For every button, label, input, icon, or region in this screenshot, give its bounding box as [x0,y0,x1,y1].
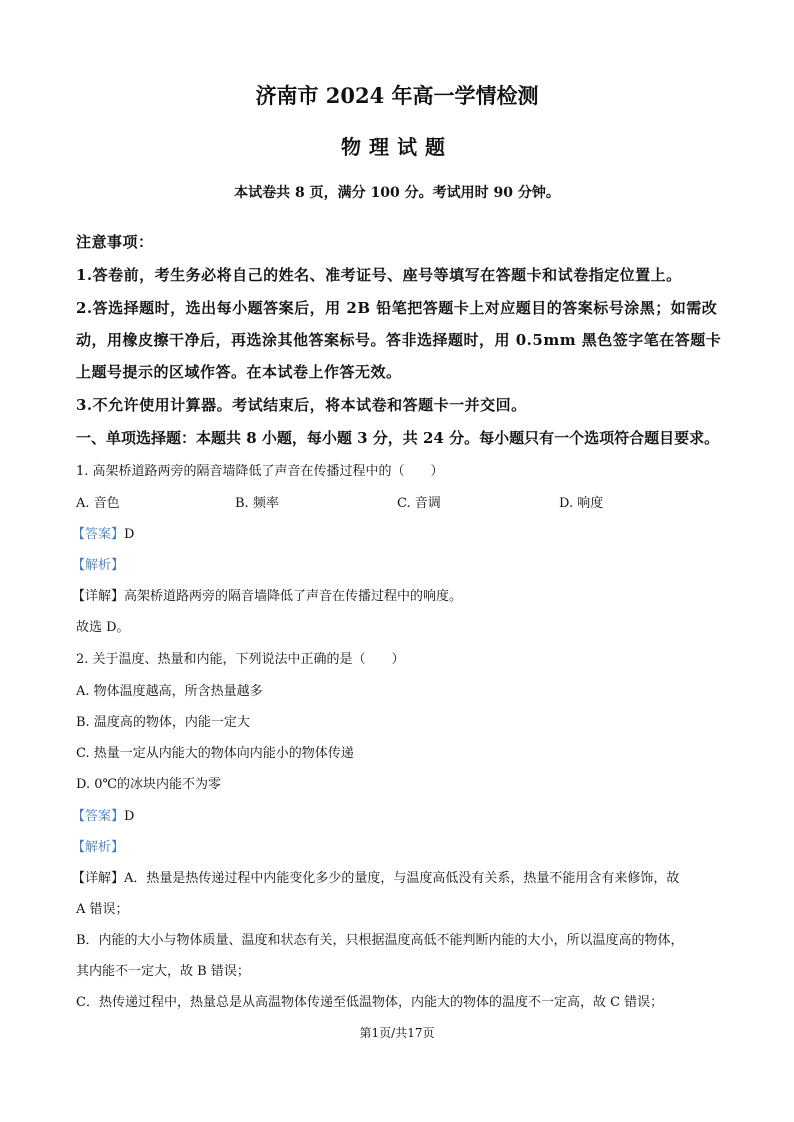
question-2-stem: 2. 关于温度、热量和内能，下列说法中正确的是（ ） [76,652,405,667]
question-2-option-c: C. 热量一定从内能大的物体向内能小的物体传递 [76,746,354,761]
question-2-option-a: A. 物体温度越高，所含热量越多 [76,684,263,699]
question-1-options [0,492,794,510]
section-heading: 一、单项选择题：本题共 8 小题，每小题 3 分，共 24 分。每小题只有一个选项符合题目要求。 [76,429,720,447]
question-2-detail-a-line-2: A 错误； [76,902,129,917]
notes-item-2-line-1: 2.答选择题时，选出每小题答案后，用 2B 铅笔把答题卡上对应题目的答案标号涂黑；如需改 [76,299,718,317]
detail-text: 高架桥道路两旁的隔音墙降低了声音在传播过程中的响度。 [124,589,463,604]
detail-text: A．热量是热传递过程中内能变化多少的量度，与温度高低没有关系，热量不能用含有来修饰，故 [124,871,680,886]
question-1-option-b: B. 频率 [235,496,279,511]
question-1-answer [72,523,134,542]
notes-item-3: 3.不允许使用计算器。考试结束后，将本试卷和答题卡一并交回。 [76,396,527,414]
answer-tag: 【答案】 [72,527,125,542]
question-1-detail [72,585,462,604]
answer-value: D [124,527,135,542]
question-2-option-d: D. 0℃的冰块内能不为零 [76,777,222,792]
question-2-answer [72,805,134,824]
answer-value: D [124,809,135,824]
notes-heading: 注意事项： [76,233,154,251]
question-1-analysis-tag: 【解析】 [72,558,125,573]
detail-tag: 【详解】 [72,871,125,886]
answer-tag: 【答案】 [72,809,125,824]
question-2-detail-a-line-1 [72,867,679,886]
question-1-option-a: A. 音色 [76,496,120,511]
notes-item-2-line-3: 上题号提示的区域作答。在本试卷上作答无效。 [76,363,402,381]
question-1-stem: 1. 高架桥道路两旁的隔音墙降低了声音在传播过程中的（ ） [76,464,444,479]
detail-tag: 【详解】 [72,589,125,604]
question-2-detail-b-line-2: 其内能不一定大，故 B 错误； [76,964,250,979]
question-2-analysis-tag: 【解析】 [72,840,125,855]
notes-item-2-line-2: 动，用橡皮擦干净后，再选涂其他答案标号。答非选择题时，用 0.5mm 黑色签字笔在答题卡 [76,331,722,349]
question-2-detail-c-line-1: C．热传递过程中，热量总是从高温物体传递至低温物体，内能大的物体的温度不一定高，故 C 错误； [76,995,664,1010]
question-1-conclusion: 故选 D。 [76,620,130,635]
question-2-option-b: B. 温度高的物体，内能一定大 [76,715,250,730]
page-subtitle: 物理试题 [341,135,453,159]
page-footer: 第1页/共17页 [359,1026,435,1040]
question-1-option-d: D. 响度 [559,496,604,511]
notes-item-1: 1.答卷前，考生务必将自己的姓名、准考证号、座号等填写在答题卡和试卷指定位置上。 [76,266,682,284]
exam-info: 本试卷共 8 页，满分 100 分。考试用时 90 分钟。 [234,185,560,201]
page-title: 济南市 2024 年高一学情检测 [255,83,539,108]
question-1-option-c: C. 音调 [397,496,441,511]
question-2-detail-b-line-1: B．内能的大小与物体质量、温度和状态有关，只根据温度高低不能判断内能的大小，所以温度高的物体， [76,933,684,948]
